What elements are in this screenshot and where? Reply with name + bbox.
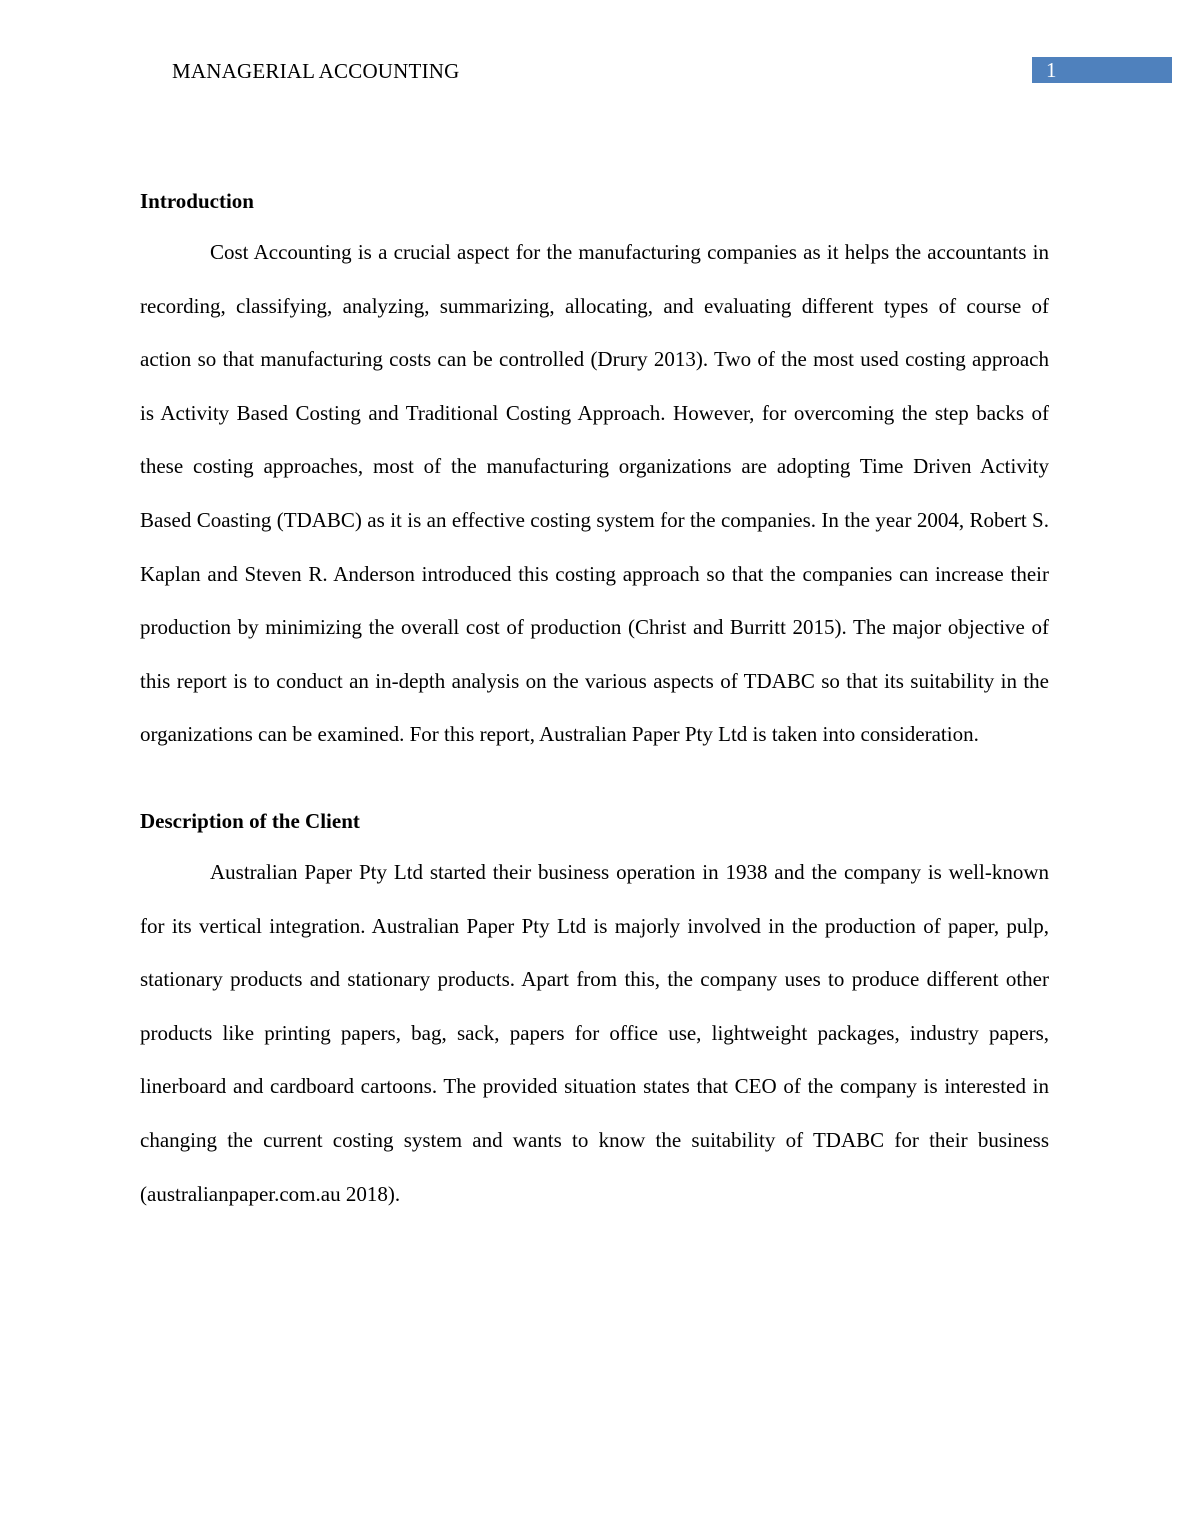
page-number: 1 (1046, 58, 1057, 82)
running-header-title: MANAGERIAL ACCOUNTING (172, 59, 460, 83)
section-spacer (140, 762, 1049, 806)
document-body (140, 186, 1049, 1221)
client-description-paragraph: Australian Paper Pty Ltd started their business operation in 1938 and the company is well-known for its vertical integration. Australian Paper Pty Ltd is majorly involved in the production of paper, pulp, stationary products and stationary products. Apart from this, the company uses to produce different other products like printing papers, bag, sack, papers for office use, lightweight packages, industry papers, linerboard and cardboard cartoons. The provided situation states that CEO of the company is interested in changing the current costing system and wants to know the suitability of TDABC for their business (australianpaper.com.au 2018). (140, 859, 1049, 1206)
section-heading-introduction: Introduction (140, 189, 254, 213)
introduction-section (140, 186, 1049, 762)
section-heading-client-description: Description of the Client (140, 808, 360, 833)
page-number-box (1032, 57, 1172, 83)
client-description-section (140, 806, 1049, 1221)
introduction-paragraph: Cost Accounting is a crucial aspect for the manufacturing companies as it helps the accountants in recording, classifying, analyzing, summarizing, allocating, and evaluating different types of course of action so that manufacturing costs can be controlled (Drury 2013). Two of the most used costing approach is Activity Based Costing and Traditional Costing Approach. However, for overcoming the step backs of these costing approaches, most of the manufacturing organizations are adopting Time Driven Activity Based Coasting (TDABC) as it is an effective costing system for the companies. In the year 2004, Robert S. Kaplan and Steven R. Anderson introduced this costing approach so that the companies can increase their production by minimizing the overall cost of production (Christ and Burritt 2015). The major objective of this report is to conduct an in-depth analysis on the various aspects of TDABC so that its suitability in the organizations can be examined. For this report, Australian Paper Pty Ltd is taken into consideration. (140, 240, 1049, 747)
